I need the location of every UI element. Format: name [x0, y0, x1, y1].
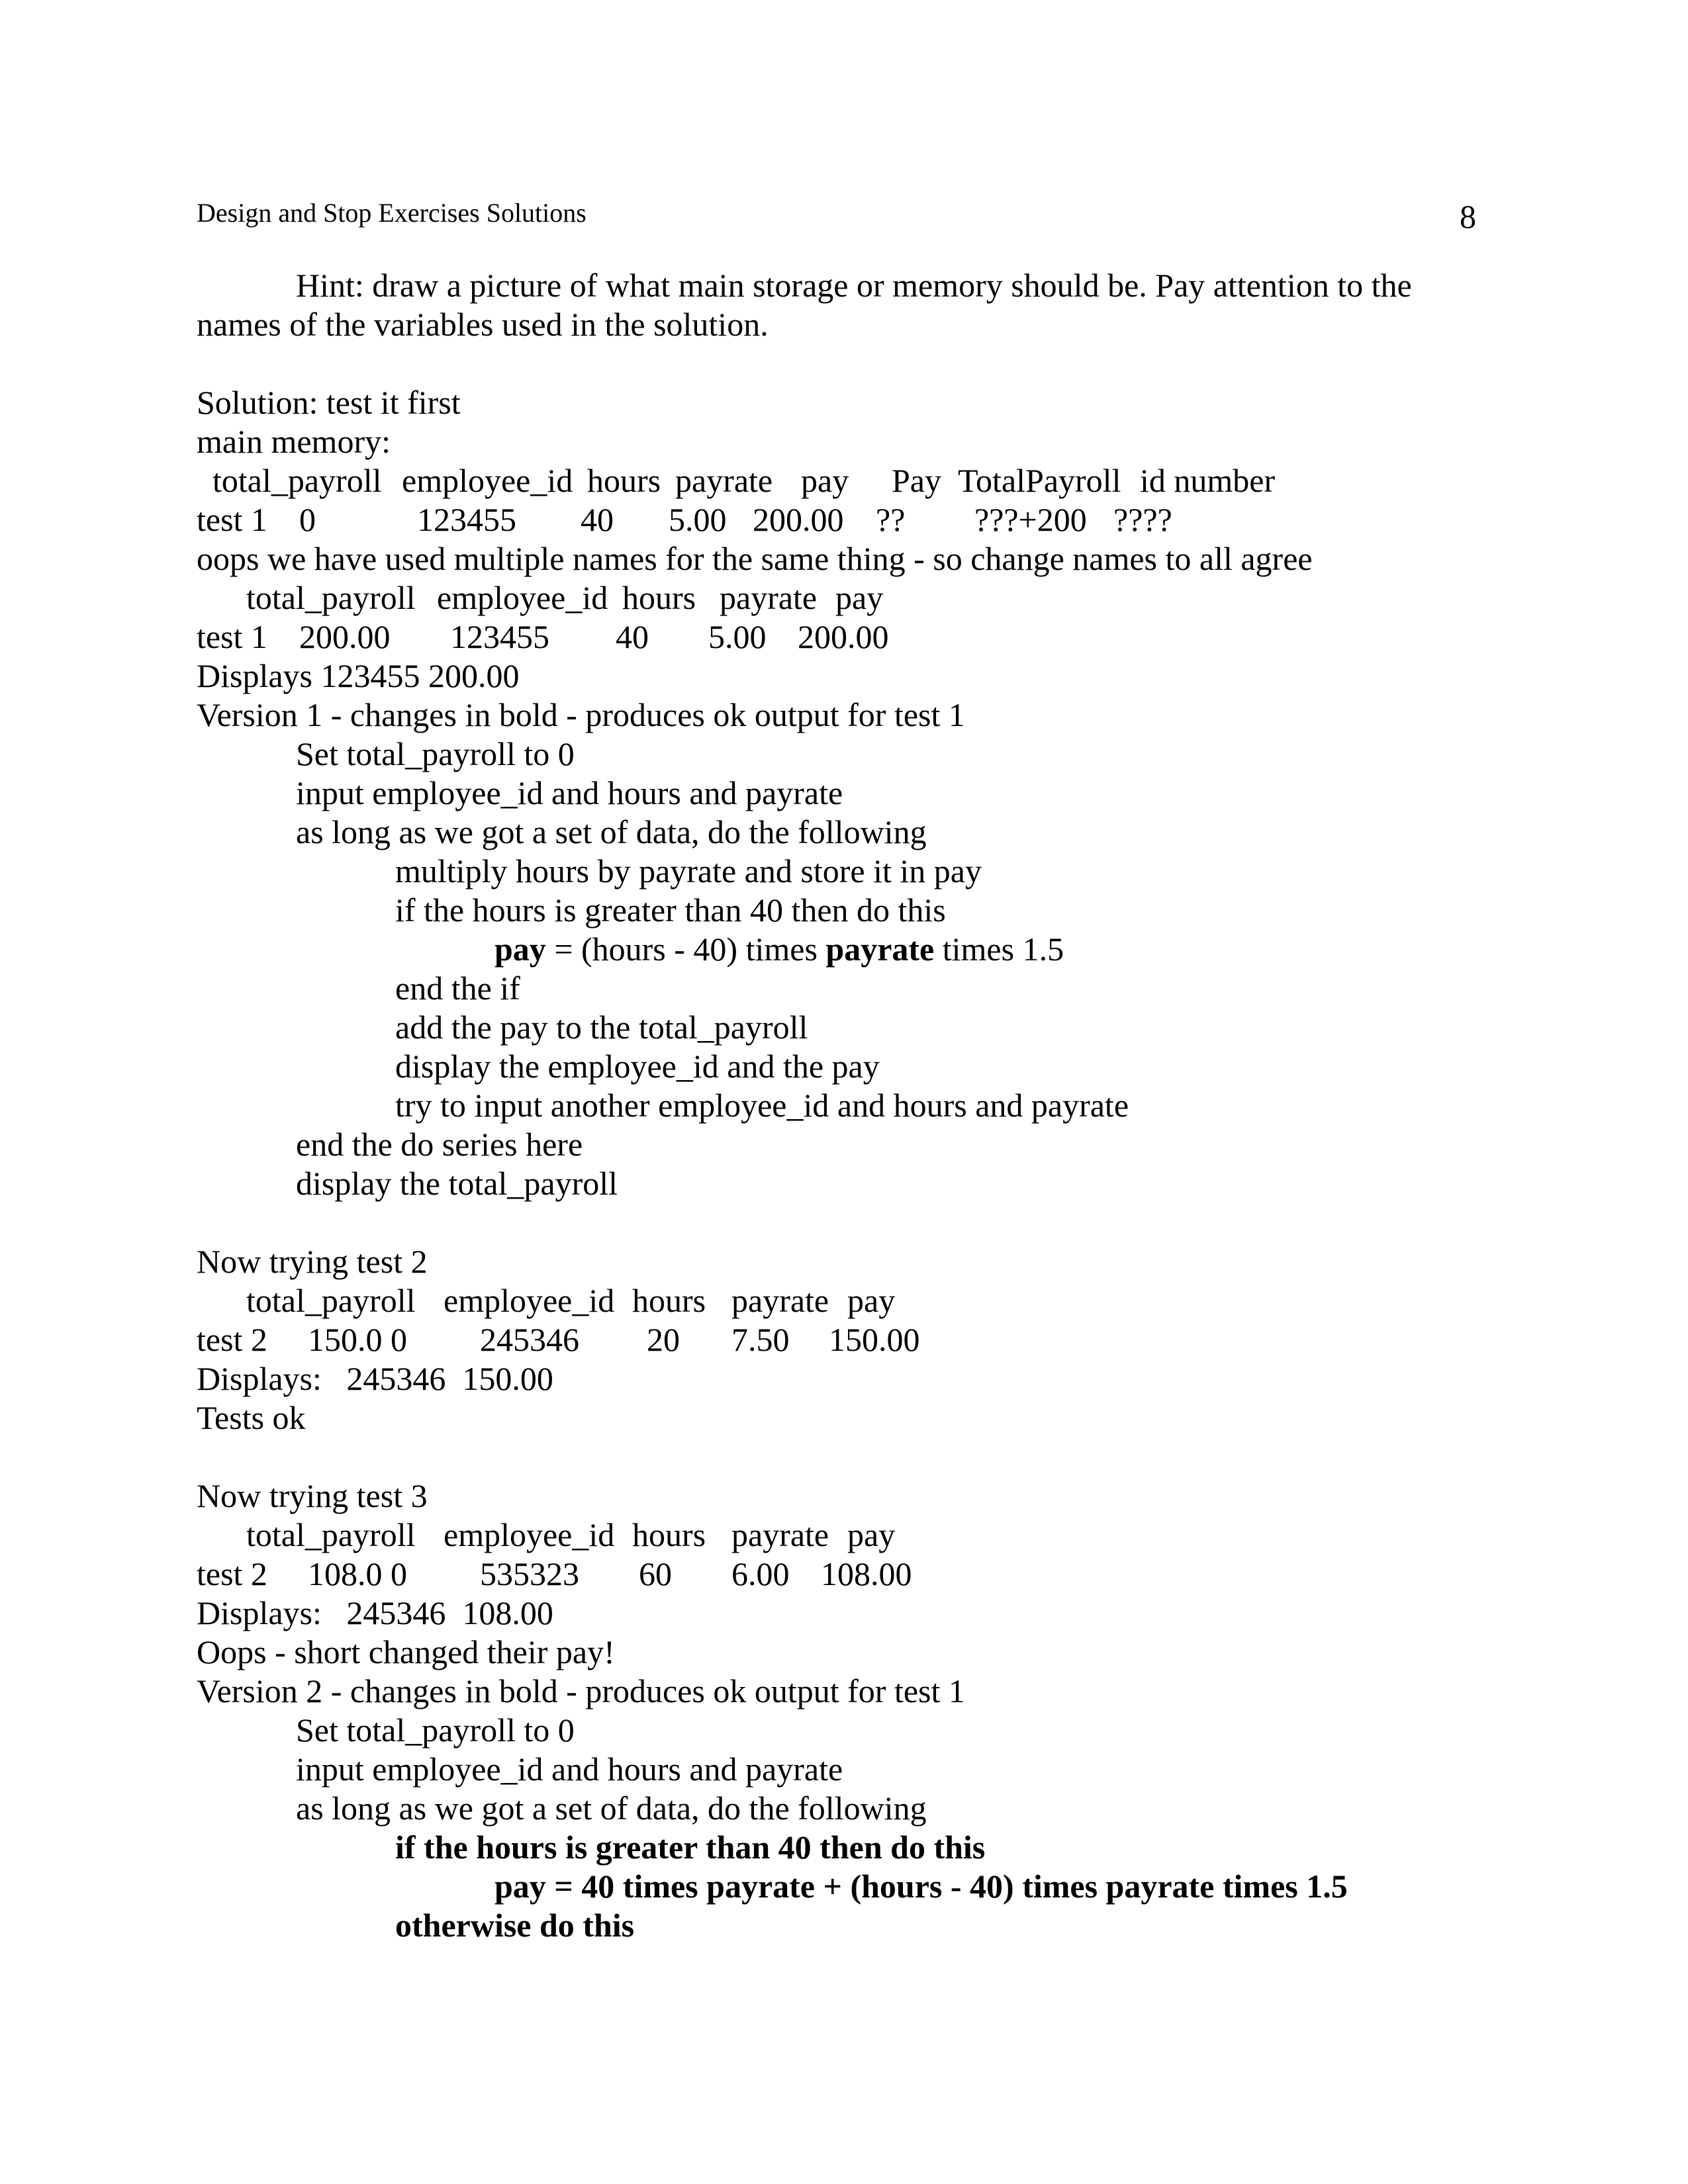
memory-header-cell: TotalPayroll — [958, 462, 1121, 499]
memory-header-cell: total_payroll — [246, 1282, 416, 1319]
test3-title: Now trying test 3 — [197, 1477, 428, 1514]
memory-header-cell: pay — [835, 579, 884, 616]
memory-header-cell: hours — [587, 462, 661, 499]
memory-value-cell: 123455 — [450, 618, 549, 655]
memory-value-cell: 245346 — [480, 1321, 579, 1358]
test2-displays: Displays: 245346 150.00 — [197, 1360, 553, 1397]
test3-oops: Oops - short changed their pay! — [197, 1633, 615, 1670]
bold-change: payrate — [825, 931, 935, 968]
pseudocode-text: times 1.5 — [934, 931, 1064, 968]
pseudocode-line: if the hours is greater than 40 then do this — [395, 891, 946, 929]
blank-line — [197, 1437, 1412, 1477]
memory-header-cell: employee_id — [444, 1282, 615, 1319]
pseudocode-line: Set total_payroll to 0 — [296, 1711, 575, 1749]
memory-header-cell: payrate — [731, 1516, 829, 1553]
test3-header-row — [197, 1516, 1412, 1555]
memory-header-cell: employee_id — [437, 579, 608, 616]
memory-value-cell: 5.00 — [669, 501, 727, 538]
memory-value-cell: 150.00 — [829, 1321, 920, 1358]
pseudocode-line: display the total_payroll — [296, 1165, 618, 1202]
solution-title: Solution: test it first — [197, 384, 461, 421]
memory-value-cell: 200.00 — [798, 618, 889, 655]
memory-label: main memory: — [197, 423, 391, 460]
bold-change: otherwise do this — [395, 1907, 635, 1944]
pseudocode-line: end the if — [395, 970, 520, 1007]
pseudocode-line: multiply hours by payrate and store it in pay — [395, 852, 982, 889]
memory-value-cell: 6.00 — [731, 1555, 790, 1592]
version2-title: Version 2 - changes in bold - produces ok output for test 1 — [197, 1672, 965, 1709]
version1-title: Version 1 - changes in bold - produces ok output for test 1 — [197, 696, 965, 733]
pseudocode-line-bold — [197, 1828, 1412, 1867]
memory-value-cell: 200.00 — [753, 501, 844, 538]
pseudocode-line-bold — [197, 1867, 1412, 1906]
pseudocode-line: display the employee_id and the pay — [395, 1048, 880, 1085]
memory-header-cell: payrate — [675, 462, 773, 499]
memory-header-cell: Pay — [892, 462, 941, 499]
blank-line — [197, 1203, 1412, 1242]
memory-header-cell: total_payroll — [246, 579, 416, 616]
memory-value-cell: 123455 — [417, 501, 516, 538]
memory-header-cell: payrate — [720, 579, 818, 616]
memory-header-cell: employee_id — [444, 1516, 615, 1553]
memory-value-cell: 5.00 — [708, 618, 767, 655]
memory-header-cell: hours — [632, 1516, 706, 1553]
memory-value-cell: 108.0 0 — [308, 1555, 407, 1592]
pseudocode-line-bold — [197, 1906, 1412, 1945]
memory-header-cell: total_payroll — [212, 462, 382, 499]
pseudocode-line: try to input another employee_id and hours and payrate — [395, 1087, 1129, 1124]
running-header: Design and Stop Exercises Solutions — [197, 198, 586, 228]
oops-names-line: oops we have used multiple names for the same thing - so change names to all agree — [197, 540, 1313, 577]
test2-result: Tests ok — [197, 1399, 306, 1436]
pseudocode-line: input employee_id and hours and payrate — [296, 1751, 843, 1788]
memory-value-row-1 — [197, 500, 1412, 539]
bold-change: pay — [494, 931, 546, 968]
memory-value-cell: ?? — [876, 501, 906, 538]
memory-value-cell: ???+200 — [974, 501, 1087, 538]
displays-line-1: Displays 123455 200.00 — [197, 657, 520, 694]
memory-header-row-2 — [197, 578, 1412, 617]
memory-header-cell: id number — [1140, 462, 1276, 499]
memory-header-cell: hours — [622, 579, 696, 616]
memory-header-cell: total_payroll — [246, 1516, 416, 1553]
hint-line-2: names of the variables used in the solution. — [197, 306, 769, 343]
memory-value-cell: 60 — [639, 1555, 672, 1592]
memory-header-cell: pay — [847, 1516, 896, 1553]
test2-header-row — [197, 1281, 1412, 1320]
memory-value-cell: 40 — [616, 618, 649, 655]
pseudocode-line-bold-changes — [197, 930, 1412, 969]
memory-value-cell: test 1 — [197, 618, 267, 655]
memory-value-cell: 200.00 — [299, 618, 391, 655]
pseudocode-line: as long as we got a set of data, do the following — [296, 1790, 927, 1827]
memory-value-cell: 535323 — [480, 1555, 579, 1592]
memory-value-cell: 108.00 — [821, 1555, 912, 1592]
memory-value-cell: 150.0 0 — [308, 1321, 407, 1358]
page-number: 8 — [1460, 198, 1476, 235]
memory-value-cell: test 2 — [197, 1555, 267, 1592]
pseudocode-line: add the pay to the total_payroll — [395, 1009, 808, 1046]
memory-value-cell: 20 — [647, 1321, 680, 1358]
memory-value-cell: test 1 — [197, 501, 267, 538]
pseudocode-line: end the do series here — [296, 1126, 583, 1163]
pseudocode-line: input employee_id and hours and payrate — [296, 774, 843, 811]
pseudocode-line: as long as we got a set of data, do the following — [296, 813, 927, 850]
memory-header-cell: hours — [632, 1282, 706, 1319]
body-text — [197, 266, 1412, 1945]
memory-value-cell: 7.50 — [731, 1321, 790, 1358]
memory-value-row-2 — [197, 617, 1412, 657]
pseudocode-line: Set total_payroll to 0 — [296, 735, 575, 772]
pseudocode-text: = (hours - 40) times — [545, 931, 826, 968]
bold-change: if the hours is greater than 40 then do this — [395, 1829, 986, 1866]
test3-displays: Displays: 245346 108.00 — [197, 1594, 553, 1631]
blank-line — [197, 344, 1412, 383]
test2-value-row — [197, 1320, 1412, 1359]
memory-header-cell: pay — [801, 462, 849, 499]
test3-value-row — [197, 1555, 1412, 1594]
hint-line-1: Hint: draw a picture of what main storage or memory should be. Pay attention to the — [296, 267, 1412, 304]
memory-header-cell: payrate — [731, 1282, 829, 1319]
memory-header-cell: pay — [847, 1282, 896, 1319]
bold-change: pay = 40 times payrate + (hours - 40) times payrate times 1.5 — [494, 1868, 1348, 1905]
memory-header-row-1 — [197, 461, 1412, 500]
test2-title: Now trying test 2 — [197, 1243, 428, 1280]
memory-value-cell: 0 — [299, 501, 316, 538]
memory-value-cell: 40 — [581, 501, 614, 538]
memory-value-cell: ???? — [1113, 501, 1172, 538]
memory-header-cell: employee_id — [402, 462, 573, 499]
memory-value-cell: test 2 — [197, 1321, 267, 1358]
